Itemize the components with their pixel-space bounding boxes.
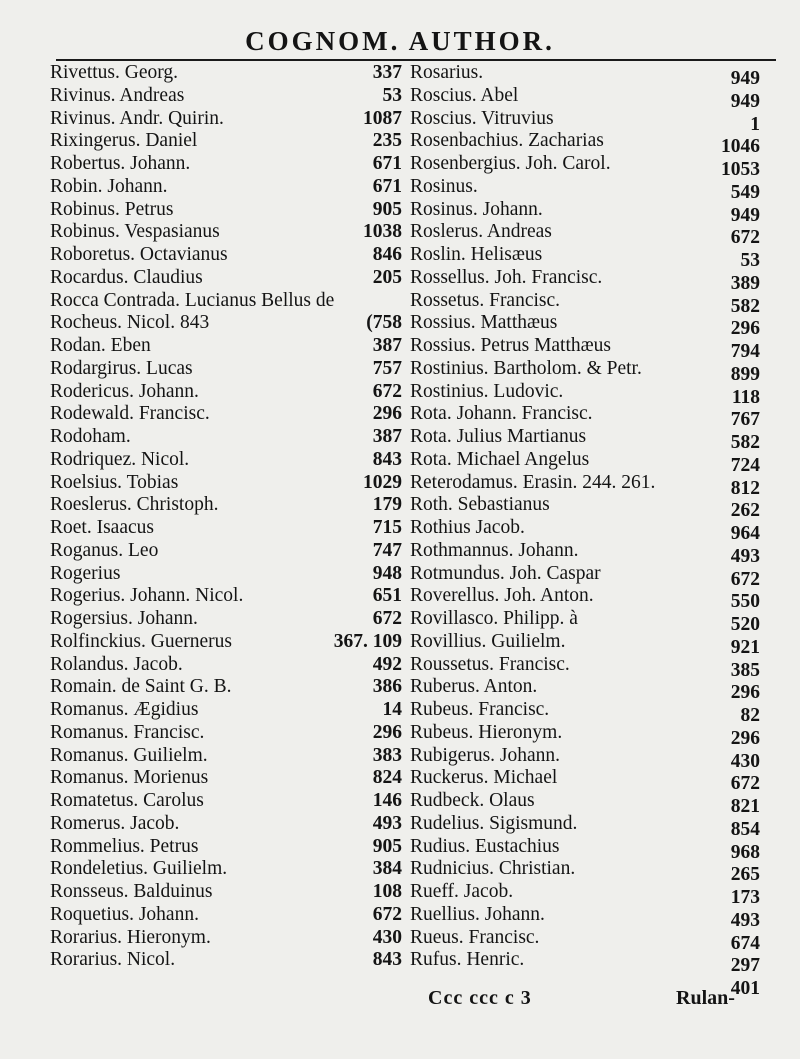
- index-entry: [50, 312, 402, 335]
- index-entry: [50, 745, 402, 768]
- index-entry: [50, 335, 402, 358]
- index-entry: [410, 244, 760, 271]
- page-number: 651: [372, 585, 402, 607]
- author-name: Rostinius. Bartholom. & Petr.: [410, 357, 642, 379]
- index-entry: [50, 108, 402, 131]
- page-number: 824: [372, 767, 402, 789]
- page-number: 430: [372, 926, 402, 948]
- page-number: 1087: [363, 107, 402, 129]
- index-entry: [50, 790, 402, 813]
- author-name: Rodan. Eben: [50, 335, 151, 356]
- author-name: Rudnicius. Christian.: [410, 858, 576, 880]
- author-name: Roelsius. Tobias: [50, 471, 179, 493]
- index-entry: [50, 221, 402, 244]
- author-name: Romanus. Guilielm.: [50, 744, 208, 766]
- page-number: 389: [730, 272, 760, 294]
- page-number: 296: [730, 318, 760, 340]
- author-name: Rovillius. Guilielm.: [410, 630, 566, 652]
- index-entry: [410, 539, 760, 567]
- author-name: Romatetus. Carolus: [50, 790, 204, 811]
- author-name: Ronsseus. Balduinus: [50, 881, 213, 902]
- author-name: Rudius. Eustachius: [410, 835, 560, 857]
- author-name: Rommelius. Petrus: [50, 835, 199, 857]
- author-name: Rivinus. Andr. Quirin.: [50, 107, 224, 129]
- author-name: Romanus. Francisc.: [50, 721, 205, 743]
- author-name: Robertus. Johann.: [50, 153, 191, 174]
- page-number: 296: [730, 682, 760, 704]
- page-number: 582: [730, 432, 760, 453]
- index-entry: [410, 608, 760, 635]
- left-column: [50, 62, 402, 972]
- page-number: 549: [730, 181, 760, 203]
- index-entry: [410, 130, 760, 158]
- index-entry: [50, 290, 402, 313]
- author-name: Rosinus. Johann.: [410, 198, 543, 220]
- index-entry: [50, 858, 402, 881]
- author-name: Rogersius. Johann.: [50, 608, 198, 629]
- author-name: Robinus. Petrus: [50, 198, 174, 220]
- header-rule: [56, 59, 776, 61]
- page-number: 108: [372, 881, 402, 902]
- author-name: Rogerius: [50, 562, 121, 584]
- index-entry: [410, 426, 760, 453]
- page-number: 493: [730, 545, 760, 567]
- author-name: Rondeletius. Guilielm.: [50, 858, 228, 880]
- page-number: 385: [730, 659, 760, 681]
- index-entry: [50, 836, 402, 859]
- author-name: Ruberus. Anton.: [410, 676, 538, 698]
- page-number: 767: [730, 409, 760, 431]
- author-name: Roslerus. Andreas: [410, 221, 552, 243]
- index-entry: [410, 84, 760, 112]
- index-entry: [50, 153, 402, 176]
- author-name: Rolfinckius. Guernerus: [50, 630, 232, 652]
- author-name: Rosinus.: [410, 175, 478, 197]
- page-number: 964: [730, 523, 760, 544]
- author-name: Roscius. Abel: [410, 84, 519, 106]
- author-name: Roussetus. Francisc.: [410, 653, 570, 675]
- author-name: Romerus. Jacob.: [50, 812, 180, 834]
- author-name: Rosarius.: [410, 62, 484, 83]
- index-entry: [410, 517, 760, 544]
- page-number: 493: [372, 812, 402, 834]
- index-entry: [410, 949, 760, 977]
- page-number: 550: [730, 591, 760, 613]
- page-header: COGNOM. AUTHOR.: [245, 26, 555, 56]
- page-number: 1029: [363, 471, 402, 493]
- index-entry: [50, 699, 402, 722]
- author-name: Rufus. Henric.: [410, 949, 525, 971]
- page-number: 262: [730, 500, 760, 522]
- page-number: 724: [730, 454, 760, 476]
- author-name: Rorarius. Hieronym.: [50, 926, 211, 948]
- author-name: Roquetius. Johann.: [50, 903, 199, 925]
- page-number: 905: [372, 198, 402, 220]
- page-number: 671: [372, 175, 402, 197]
- author-name: Roslin. Helisæus: [410, 244, 543, 265]
- author-name: Rogerius. Johann. Nicol.: [50, 585, 244, 607]
- author-name: Rocheus. Nicol. 843: [50, 312, 210, 334]
- page-number: 672: [372, 608, 402, 629]
- page-number: 747: [372, 539, 402, 561]
- page-number: 672: [730, 227, 760, 249]
- page-number: 905: [372, 835, 402, 857]
- author-name: Rubeus. Francisc.: [410, 699, 550, 720]
- page-number: 672: [730, 773, 760, 795]
- page-number: 812: [730, 477, 760, 499]
- page-number: 672: [372, 903, 402, 925]
- index-entry: [410, 858, 760, 886]
- page-number: 173: [730, 887, 760, 908]
- index-entry: [410, 835, 760, 863]
- author-name: Rocardus. Claudius: [50, 266, 203, 288]
- index-entry: [50, 927, 402, 950]
- page-number: 146: [372, 790, 402, 811]
- index-entry: [410, 767, 760, 795]
- index-entry: [410, 153, 760, 180]
- index-entry: [50, 608, 402, 631]
- page-number: 821: [730, 796, 760, 817]
- index-entry: [50, 381, 402, 404]
- author-name: Rubigerus. Johann.: [410, 744, 561, 766]
- page-number: 948: [372, 562, 402, 584]
- index-entry: [410, 926, 760, 954]
- author-name: Romain. de Saint G. B.: [50, 676, 232, 698]
- author-name: Ruellius. Johann.: [410, 903, 545, 925]
- author-name: Roet. Isaacus: [50, 517, 154, 538]
- page-number: 854: [730, 818, 760, 840]
- page-number: 794: [730, 341, 760, 362]
- index-entry: [50, 881, 402, 904]
- page-number: 337: [372, 62, 402, 83]
- page-number: (758: [366, 312, 402, 334]
- index-entry: [50, 904, 402, 927]
- author-name: Roth. Sebastianus: [410, 494, 550, 516]
- index-entry: [50, 403, 402, 426]
- page-number: 582: [730, 295, 760, 317]
- author-name: Rodericus. Johann.: [50, 380, 199, 402]
- index-entry: [410, 335, 760, 362]
- index-entry: [410, 403, 760, 431]
- author-name: Rodoham.: [50, 426, 131, 447]
- author-name: Rota. Michael Angelus: [410, 448, 590, 470]
- page-number: 921: [730, 636, 760, 658]
- page-number: 492: [372, 653, 402, 675]
- index-entry: [410, 107, 760, 135]
- author-name: Rubeus. Hieronym.: [410, 721, 563, 743]
- author-name: Rudbeck. Olaus: [410, 790, 535, 811]
- index-entry: [410, 744, 760, 772]
- index-entry: [410, 471, 760, 499]
- index-entry: [50, 631, 402, 654]
- author-name: Rudelius. Sigismund.: [410, 812, 578, 834]
- page-number: 386: [372, 676, 402, 698]
- page-number: 520: [730, 614, 760, 635]
- author-name: Rossetus. Francisc.: [410, 289, 561, 311]
- index-entry: [50, 722, 402, 745]
- page-number: 757: [372, 357, 402, 379]
- page-number: 265: [730, 864, 760, 886]
- index-entry: [410, 448, 760, 476]
- page-number: 949: [730, 204, 760, 226]
- index-entry: [410, 175, 760, 203]
- author-name: Rota. Julius Martianus: [410, 426, 587, 447]
- page-number: 843: [372, 949, 402, 971]
- page-number: 672: [372, 380, 402, 402]
- index-entry: [50, 62, 402, 85]
- index-entry: [410, 62, 760, 89]
- author-name: Rixingerus. Daniel: [50, 130, 198, 152]
- page-number: 949: [730, 90, 760, 112]
- index-entry: [410, 289, 760, 317]
- page-number: 430: [730, 750, 760, 772]
- index-entry: [50, 426, 402, 449]
- index-entry: [50, 813, 402, 836]
- index-entry: [50, 130, 402, 153]
- index-entry: [50, 654, 402, 677]
- index-entry: [410, 881, 760, 908]
- author-name: Rothmannus. Johann.: [410, 539, 579, 561]
- page-number: 1038: [363, 221, 402, 243]
- index-entry: [410, 380, 760, 408]
- index-entry: [50, 517, 402, 540]
- index-entry: [50, 563, 402, 586]
- index-entry: [50, 767, 402, 790]
- index-entry: [50, 494, 402, 517]
- author-name: Rovillasco. Philipp. à: [410, 608, 578, 629]
- page-number: 1053: [721, 159, 760, 180]
- index-entry: [50, 540, 402, 563]
- author-name: Rossius. Petrus Matthæus: [410, 335, 611, 356]
- page-number: 384: [372, 858, 402, 880]
- author-name: Romanus. Ægidius: [50, 699, 199, 720]
- page-number: 53: [740, 250, 760, 271]
- page-number: 383: [372, 744, 402, 766]
- author-name: Rivettus. Georg.: [50, 62, 179, 83]
- page-number: 235: [372, 130, 402, 152]
- author-name: Roganus. Leo: [50, 539, 159, 561]
- page-number: 53: [382, 84, 402, 106]
- author-name: Rivinus. Andreas: [50, 84, 185, 106]
- index-entry: [410, 721, 760, 749]
- page-number: 387: [372, 426, 402, 447]
- index-entry: [410, 266, 760, 294]
- author-name: Ruckerus. Michael: [410, 767, 558, 789]
- index-entry: [50, 949, 402, 972]
- author-name: Rothius Jacob.: [410, 517, 525, 538]
- page-number: 899: [730, 363, 760, 385]
- index-entry: [410, 312, 760, 340]
- page-number: 296: [372, 721, 402, 743]
- author-name: Roverellus. Joh. Anton.: [410, 585, 594, 607]
- index-entry: [50, 85, 402, 108]
- author-name: Rocca Contrada. Lucianus Bellus de: [50, 289, 335, 311]
- index-entry: [410, 812, 760, 840]
- author-name: Rotmundus. Joh. Caspar: [410, 562, 601, 584]
- page-number: 671: [372, 153, 402, 174]
- index-entry: [50, 199, 402, 222]
- page-number: 367. 109: [333, 630, 402, 652]
- page-number: 493: [730, 909, 760, 931]
- index-entry: [50, 267, 402, 290]
- index-entry: [410, 562, 760, 590]
- author-name: Robin. Johann.: [50, 175, 168, 197]
- signature-mark: Ccc ccc c 3: [428, 987, 532, 1009]
- page-number: 846: [372, 244, 402, 265]
- author-name: Romanus. Morienus: [50, 767, 209, 789]
- author-name: Roboretus. Octavianus: [50, 244, 228, 265]
- page-number: 674: [730, 932, 760, 954]
- author-name: Reterodamus. Erasin. 244. 261.: [410, 471, 656, 493]
- page-number: 968: [730, 841, 760, 863]
- index-entry: [50, 449, 402, 472]
- page-number: 296: [730, 727, 760, 749]
- index-entry: [50, 472, 402, 495]
- page-number: 672: [730, 568, 760, 590]
- author-name: Robinus. Vespasianus: [50, 221, 220, 243]
- index-entry: [410, 357, 760, 385]
- author-name: Rorarius. Nicol.: [50, 949, 176, 971]
- page-number: 118: [731, 386, 760, 408]
- author-name: Rossius. Matthæus: [410, 312, 558, 334]
- author-name: Rueus. Francisc.: [410, 926, 540, 948]
- index-entry: [410, 676, 760, 704]
- author-name: Rolandus. Jacob.: [50, 653, 183, 675]
- author-name: Rota. Johann. Francisc.: [410, 403, 593, 425]
- index-entry: [50, 676, 402, 699]
- author-name: Roeslerus. Christoph.: [50, 494, 219, 516]
- page-number: 401: [730, 978, 760, 999]
- page-number: 387: [372, 335, 402, 356]
- page-number: 205: [372, 266, 402, 288]
- index-entry: [410, 198, 760, 226]
- page-number: 843: [372, 448, 402, 470]
- catchword: Rulan-: [676, 987, 735, 1009]
- author-name: Rueff. Jacob.: [410, 881, 514, 902]
- index-entry: [410, 790, 760, 817]
- index-entry: [410, 221, 760, 249]
- page-number: 179: [372, 494, 402, 516]
- author-name: Roscius. Vitruvius: [410, 107, 554, 129]
- page-number: 1046: [721, 136, 760, 158]
- page-number: 949: [730, 68, 760, 89]
- index-entry: [410, 653, 760, 681]
- author-name: Rodriquez. Nicol.: [50, 448, 190, 470]
- index-entry: [410, 630, 760, 658]
- page-number: 1: [750, 113, 760, 135]
- author-name: Rosenbachius. Zacharias: [410, 130, 604, 152]
- index-entry: [410, 585, 760, 613]
- index-entry: [50, 244, 402, 267]
- author-name: Rodargirus. Lucas: [50, 357, 193, 379]
- index-entry: [50, 176, 402, 199]
- page-number: 297: [730, 955, 760, 977]
- author-name: Rostinius. Ludovic.: [410, 380, 564, 402]
- index-entry: [50, 358, 402, 381]
- index-entry: [410, 699, 760, 726]
- author-name: Rosenbergius. Joh. Carol.: [410, 153, 611, 174]
- page-number: 715: [372, 517, 402, 538]
- page-number: 296: [372, 403, 402, 425]
- author-name: Rodewald. Francisc.: [50, 403, 210, 425]
- author-name: Rossellus. Joh. Francisc.: [410, 266, 603, 288]
- page-number: 82: [740, 705, 760, 726]
- page-number: 14: [382, 699, 402, 720]
- index-entry: [410, 494, 760, 522]
- index-entry: [410, 903, 760, 931]
- index-entry: [50, 585, 402, 608]
